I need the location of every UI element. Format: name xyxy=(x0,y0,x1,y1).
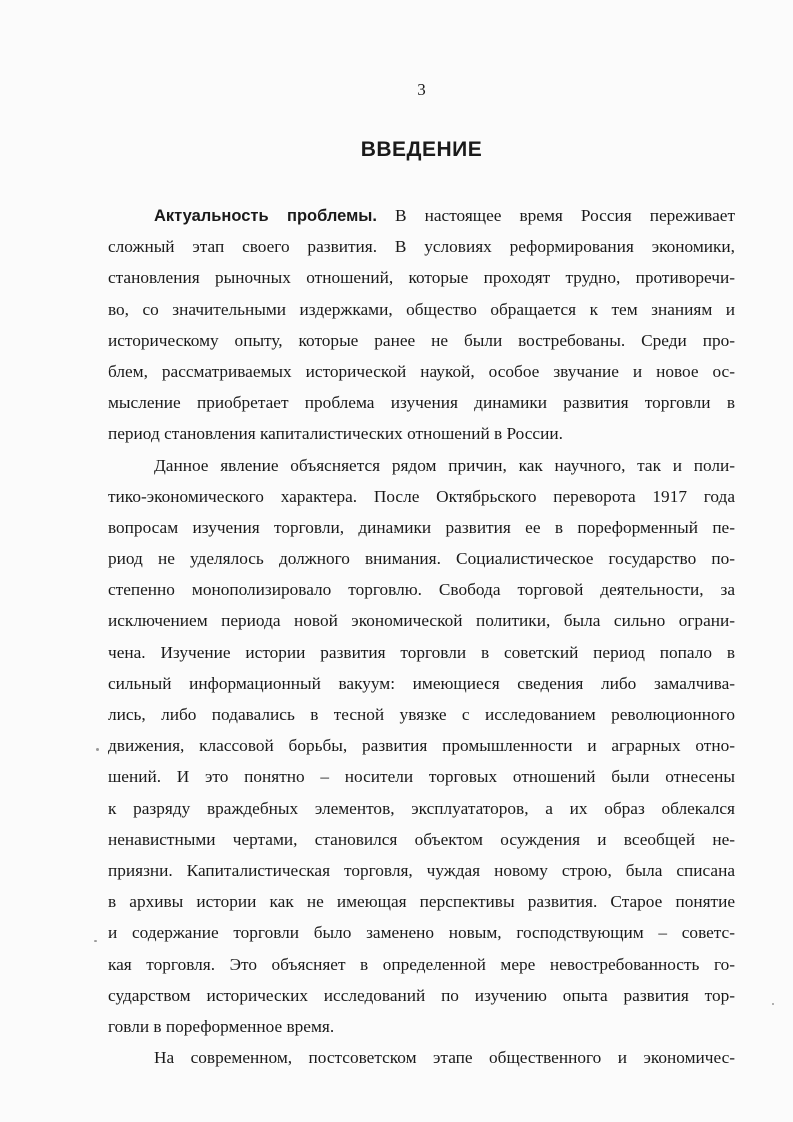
scan-speck xyxy=(94,940,97,942)
scan-speck xyxy=(772,1003,774,1005)
text-line: во, со значительными издержками, общество обращается к тем знаниям и xyxy=(108,299,735,319)
text-line: мысление приобретает проблема изучения динамики развития торговли в xyxy=(108,393,735,413)
text-line: становления рыночных отношений, которые проходят трудно, противоречи- xyxy=(108,268,735,288)
text-line: чена. Изучение истории развития торговли в советский период попало в xyxy=(108,642,735,662)
text-line: риод не уделялось должного внимания. Социалистическое государство по- xyxy=(108,549,735,569)
text-line: движения, классовой борьбы, развития промышленности и аграрных отно- xyxy=(108,736,735,756)
text-line: к разряду враждебных элементов, эксплуататоров, а их образ облекался xyxy=(108,798,735,818)
text-line xyxy=(108,200,735,231)
paragraph-lead: Актуальность проблемы. xyxy=(154,207,377,225)
text-line: шений. И это понятно – носители торговых отношений были отнесены xyxy=(108,767,735,787)
text-line: сударством исторических исследований по изучению опыта развития тор- xyxy=(108,985,735,1005)
text-line: ненавистными чертами, становился объектом осуждения и всеобщей не- xyxy=(108,829,735,849)
text-line: сильный информационный вакуум: имеющиеся сведения либо замалчива- xyxy=(108,673,735,693)
text-line: вопросам изучения торговли, динамики развития ее в пореформенный пе- xyxy=(108,517,735,537)
body-text xyxy=(108,200,735,1073)
section-heading: ВВЕДЕНИЕ xyxy=(360,138,483,161)
text-line: блем, рассматриваемых исторической наукой, особое звучание и новое ос- xyxy=(108,361,735,381)
text-line: в архивы истории как не имеющая перспективы развития. Старое понятие xyxy=(108,892,735,912)
paragraph-causes xyxy=(108,450,735,1043)
text-line: говли в пореформенное время. xyxy=(108,1016,335,1036)
text-line: исключением периода новой экономической политики, была сильно ограни- xyxy=(108,611,735,631)
text-line: На современном, постсоветском этапе общественного и экономичес- xyxy=(154,1048,735,1068)
text-line: историческому опыту, которые ранее не были востребованы. Среди про- xyxy=(108,330,735,350)
text-line: период становления капиталистических отношений в России. xyxy=(108,424,563,444)
text-line: лись, либо подавались в тесной увязке с исследованием революционного xyxy=(108,705,735,724)
text-line: кая торговля. Это объясняет в определенной мере невостребованность го- xyxy=(108,954,735,974)
scan-speck xyxy=(96,748,99,751)
paragraph-post-soviet xyxy=(108,1042,735,1073)
text-line: и содержание торговли было заменено новым, господствующим – советс- xyxy=(108,923,735,943)
text-line: степенно монополизировало торговлю. Свобода торговой деятельности, за xyxy=(108,580,735,600)
page-number: 3 xyxy=(417,80,426,99)
text-line: сложный этап своего развития. В условиях реформирования экономики, xyxy=(108,237,735,257)
paragraph-relevance xyxy=(108,200,735,450)
text-line: приязни. Капиталистическая торговля, чуждая новому строю, была списана xyxy=(108,860,735,880)
text-line: тико-экономического характера. После Октябрьского переворота 1917 года xyxy=(108,486,735,506)
line-text: В настоящее время Россия переживает xyxy=(376,206,735,225)
text-line: Данное явление объясняется рядом причин, как научного, так и поли- xyxy=(154,455,735,475)
